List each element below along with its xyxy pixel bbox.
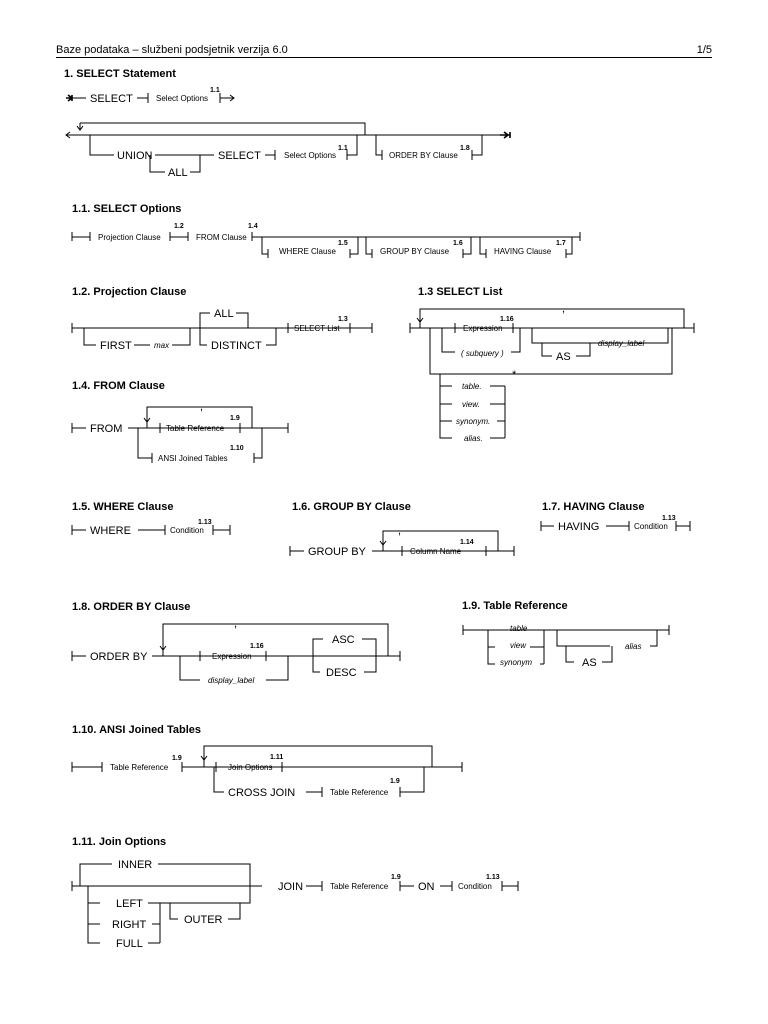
select-list-ref: SELECT List — [294, 324, 340, 333]
section-title: 1.11. Join Options — [72, 836, 167, 848]
diagram-select-options — [72, 203, 580, 258]
having-clause-ref: HAVING Clause — [494, 247, 552, 256]
join-options-ref: Join Options — [228, 763, 273, 772]
section-title: 1.1. SELECT Options — [72, 203, 182, 215]
keyword-join: JOIN — [278, 881, 304, 893]
prefix-alias: alias. — [464, 434, 483, 443]
param-alias: alias — [625, 642, 642, 651]
keyword-all: ALL — [168, 167, 188, 179]
section-title: 1.3 SELECT List — [418, 286, 503, 298]
ref-number: 1.3 — [338, 316, 348, 323]
page-number: 1/5 — [696, 44, 712, 56]
ref-number: 1.1 — [210, 87, 220, 94]
keyword-distinct: DISTINCT — [211, 340, 262, 352]
diagram-ansi-joined-tables — [72, 724, 462, 799]
keyword-having: HAVING — [558, 521, 600, 533]
where-clause-ref: WHERE Clause — [279, 247, 336, 256]
keyword-full: FULL — [116, 938, 143, 950]
comma-separator: , — [234, 618, 238, 630]
keyword-cross-join: CROSS JOIN — [228, 787, 296, 799]
keyword-from: FROM — [90, 423, 123, 435]
table-reference-ref: Table Reference — [110, 763, 169, 772]
keyword-desc: DESC — [326, 667, 357, 679]
column-name-ref: Column Name — [410, 547, 462, 556]
section-title: 1.10. ANSI Joined Tables — [72, 724, 201, 736]
diagram-from-clause — [72, 380, 288, 463]
comma-separator: , — [200, 401, 204, 413]
keyword-group-by: GROUP BY — [308, 546, 366, 558]
from-clause-ref: FROM Clause — [196, 233, 247, 242]
prefix-view: view. — [462, 400, 480, 409]
section-title: 1.2. Projection Clause — [72, 286, 187, 298]
ref-number: 1.1 — [338, 145, 348, 152]
section-title: 1.8. ORDER BY Clause — [72, 601, 191, 613]
ref-number: 1.11 — [270, 754, 284, 761]
table-reference-ref-2: Table Reference — [330, 788, 389, 797]
keyword-inner: INNER — [118, 859, 153, 871]
ref-number: 1.5 — [338, 240, 348, 247]
table-reference-ref: Table Reference — [166, 424, 225, 433]
keyword-union: UNION — [117, 150, 153, 162]
section-title: 1.4. FROM Clause — [72, 380, 165, 392]
keyword-select: SELECT — [90, 93, 133, 105]
select-options-ref-2: Select Options — [284, 151, 337, 160]
ref-number: 1.6 — [453, 240, 463, 247]
ref-number: 1.10 — [230, 445, 244, 452]
ref-number: 1.8 — [460, 145, 470, 152]
ref-number: 1.9 — [230, 415, 240, 422]
option-synonym: synonym — [500, 658, 533, 667]
keyword-right: RIGHT — [112, 919, 147, 931]
prefix-synonym: synonym. — [456, 417, 491, 426]
ref-number: 1.13 — [486, 874, 500, 881]
diagram-where-clause — [72, 501, 230, 537]
ref-number: 1.16 — [250, 643, 264, 650]
keyword-select-2: SELECT — [218, 150, 261, 162]
option-table: table — [510, 624, 528, 633]
condition-ref: Condition — [170, 526, 204, 535]
keyword-asc: ASC — [332, 634, 355, 646]
diagram-join-options — [72, 836, 518, 950]
ref-number: 1.13 — [662, 515, 676, 522]
subquery: ( subquery ) — [461, 349, 504, 358]
diagram-select-statement — [64, 68, 510, 179]
diagram-projection-clause — [72, 286, 372, 352]
group-by-clause-ref: GROUP BY Clause — [380, 247, 450, 256]
comma-separator: , — [398, 525, 402, 537]
ref-number: 1.16 — [500, 316, 514, 323]
section-title: 1.7. HAVING Clause — [542, 501, 645, 513]
keyword-as: AS — [556, 351, 571, 363]
expression-ref: Expression — [463, 324, 503, 333]
order-by-clause-ref: ORDER BY Clause — [389, 151, 458, 160]
ref-number: 1.14 — [460, 539, 474, 546]
param-max: max — [154, 341, 170, 350]
keyword-all: ALL — [214, 308, 234, 320]
comma-separator: , — [562, 303, 566, 315]
param-display-label: display_label — [208, 676, 255, 685]
keyword-on: ON — [418, 881, 435, 893]
ref-number: 1.13 — [198, 519, 212, 526]
section-title: 1.6. GROUP BY Clause — [292, 501, 411, 513]
condition-ref: Condition — [634, 522, 668, 531]
keyword-left: LEFT — [116, 898, 143, 910]
ref-number: 1.9 — [391, 874, 401, 881]
keyword-first: FIRST — [100, 340, 132, 352]
ref-number: 1.9 — [172, 755, 182, 762]
star-all-columns: * — [512, 369, 517, 381]
expression-ref: Expression — [212, 652, 252, 661]
section-title: 1.5. WHERE Clause — [72, 501, 174, 513]
projection-clause-ref: Projection Clause — [98, 233, 161, 242]
diagram-table-reference — [462, 600, 669, 669]
diagram-select-list — [410, 286, 694, 443]
header-title: Baze podataka – službeni podsjetnik verzija 6.0 — [56, 44, 288, 56]
ref-number: 1.9 — [390, 778, 400, 785]
keyword-outer: OUTER — [184, 914, 223, 926]
option-view: view — [510, 641, 527, 650]
select-options-ref: Select Options — [156, 94, 209, 103]
ref-number: 1.2 — [174, 223, 184, 230]
param-display-label: display_label — [598, 339, 645, 348]
ref-number: 1.4 — [248, 223, 258, 230]
table-reference-ref: Table Reference — [330, 882, 389, 891]
diagram-order-by-clause — [72, 601, 400, 685]
section-title: 1. SELECT Statement — [64, 68, 176, 80]
diagram-group-by-clause — [290, 501, 514, 558]
keyword-as: AS — [582, 657, 597, 669]
prefix-table: table. — [462, 382, 482, 391]
keyword-where: WHERE — [90, 525, 131, 537]
diagram-having-clause — [541, 501, 690, 533]
ansi-joined-tables-ref: ANSI Joined Tables — [158, 454, 228, 463]
section-title: 1.9. Table Reference — [462, 600, 568, 612]
keyword-order-by: ORDER BY — [90, 651, 148, 663]
ref-number: 1.7 — [556, 240, 566, 247]
condition-ref: Condition — [458, 882, 492, 891]
